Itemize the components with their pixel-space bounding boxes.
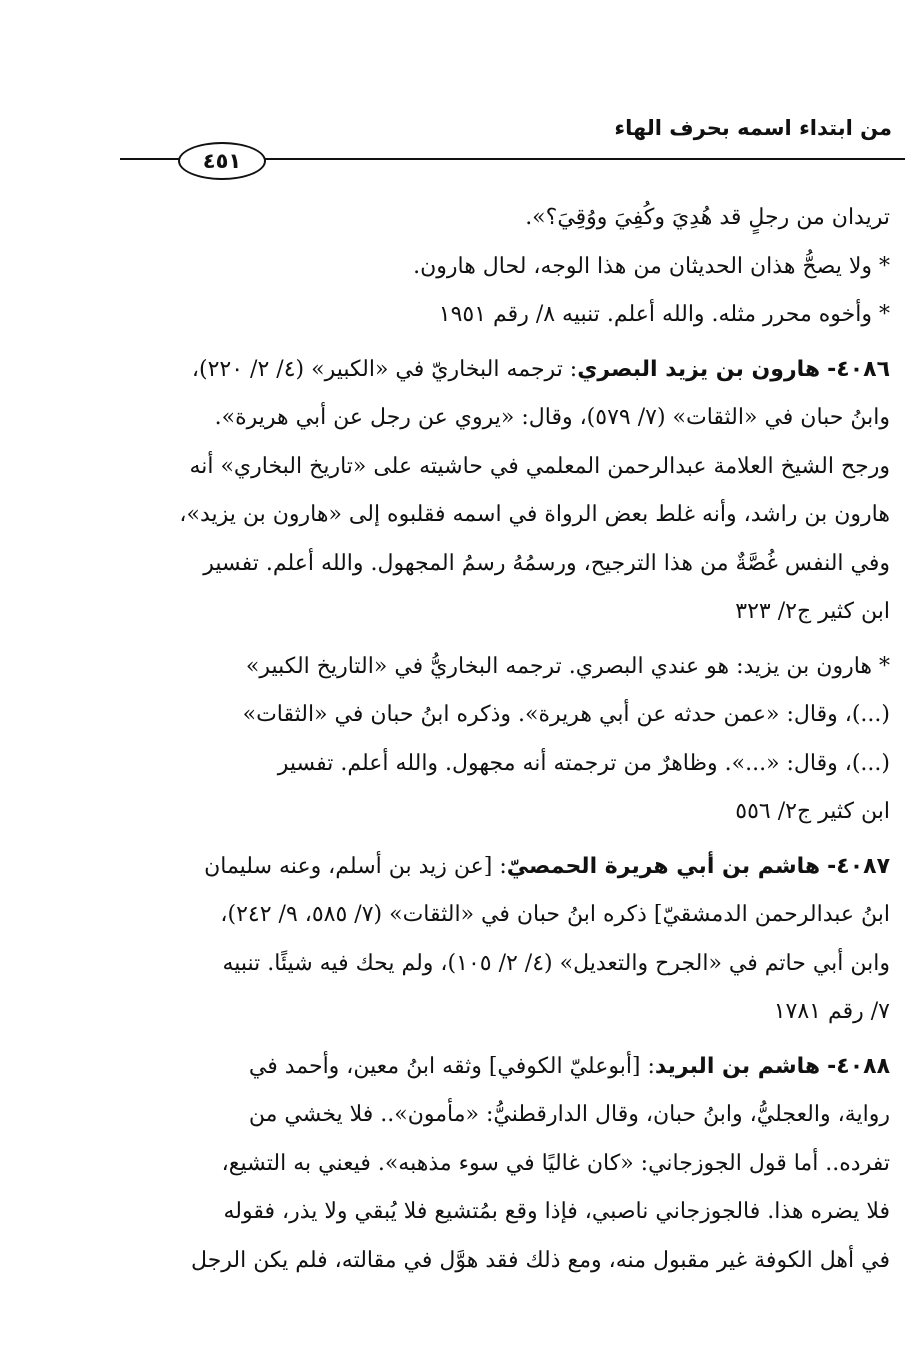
note-line: * ولا يصحُّ هذان الحديثان من هذا الوجه، لحال هارون. <box>413 253 890 279</box>
text-line: رواية، والعجليُّ، وابنُ حبان، وقال الدارقطنيُّ: «مأمون».. فلا يخشي من <box>248 1102 890 1127</box>
running-title: من ابتداء اسمه بحرف الهاء <box>614 116 892 140</box>
note-line: (...)، وقال: «...». وظاهرٌ من ترجمته أنه مجهول. والله أعلم. تفسير <box>277 750 890 776</box>
note-line: (...)، وقال: «عمن حدثه عن أبي هريرة». وذكره ابنُ حبان في «الثقات» <box>242 702 890 727</box>
text-line: ورجح الشيخ العلامة عبدالرحمن المعلمي في حاشيته على «تاريخ البخاري» أنه <box>189 453 890 479</box>
text-line: فلا يضره هذا. فالجوزجاني ناصبي، فإذا وقع بمُتشيع فلا يُبقي ولا يذر، فقوله <box>223 1199 890 1224</box>
entry-name: هاشم بن البريد <box>654 1053 821 1079</box>
note-line: * هارون بن يزيد: هو عندي البصري. ترجمه البخاريُّ في «التاريخ الكبير» <box>245 653 890 679</box>
text-line: تريدان من رجلٍ قد هُدِيَ وكُفِيَ ووُقِيَ؟». <box>525 205 890 230</box>
page-number: ٤٥١ <box>202 149 242 173</box>
entry-number: ٤٠٨٨- <box>827 1053 890 1079</box>
text-line: ابن كثير ج٢/ ٣٢٣ <box>735 599 890 624</box>
entry-4086-heading <box>122 346 890 395</box>
text-line: ابنُ عبدالرحمن الدمشقيّ] ذكره ابنُ حبان في «الثقات» (٧/ ٥٨٥، ٩/ ٢٤٢)، <box>220 902 890 927</box>
page-number-oval <box>178 142 266 180</box>
entry-text: : ترجمه البخاريّ في «الكبير» (٤/ ٢/ ٢٢٠)، <box>191 356 578 382</box>
note-line: * وأخوه محرر مثله. والله أعلم. تنبيه ٨/ رقم ١٩٥١ <box>438 302 890 327</box>
text-line: ٧/ رقم ١٧٨١ <box>773 999 890 1024</box>
entry-name: هاشم بن أبي هريرة الحمصيّ <box>506 853 821 879</box>
text-line: تفرده.. أما قول الجوزجاني: «كان غاليًا في سوء مذهبه». فيعني به التشيع، <box>221 1150 890 1176</box>
entry-text: : [أبوعليّ الكوفي] وثقه ابنُ معين، وأحمد في <box>248 1053 655 1079</box>
text-line: في أهل الكوفة غير مقبول منه، ومع ذلك فقد هوَّل في مقالته، فلم يكن الرجل <box>191 1247 890 1273</box>
main-text <box>122 194 890 1285</box>
entry-text: : [عن زيد بن أسلم، وعنه سليمان <box>204 853 507 879</box>
entry-4088-heading <box>122 1043 890 1092</box>
text-line: وابنُ حبان في «الثقات» (٧/ ٥٧٩)، وقال: «يروي عن رجل عن أبي هريرة». <box>214 405 890 430</box>
entry-name: هارون بن يزيد البصري <box>577 356 821 382</box>
entry-4087-heading <box>122 843 890 892</box>
entry-number: ٤٠٨٧- <box>827 853 890 879</box>
text-line: وفي النفس غُصَّةٌ من هذا الترجيح، ورسمُهُ رسمُ المجهول. والله أعلم. تفسير <box>203 550 890 576</box>
text-line: وابن أبي حاتم في «الجرح والتعديل» (٤/ ٢/ ١٠٥)، ولم يحك فيه شيئًا. تنبيه <box>222 950 890 976</box>
note-line: ابن كثير ج٢/ ٥٥٦ <box>735 799 890 824</box>
entry-number: ٤٠٨٦- <box>827 356 890 382</box>
text-line: هارون بن راشد، وأنه غلط بعض الرواة في اسمه فقلبوه إلى «هارون بن يزيد»، <box>179 502 890 527</box>
